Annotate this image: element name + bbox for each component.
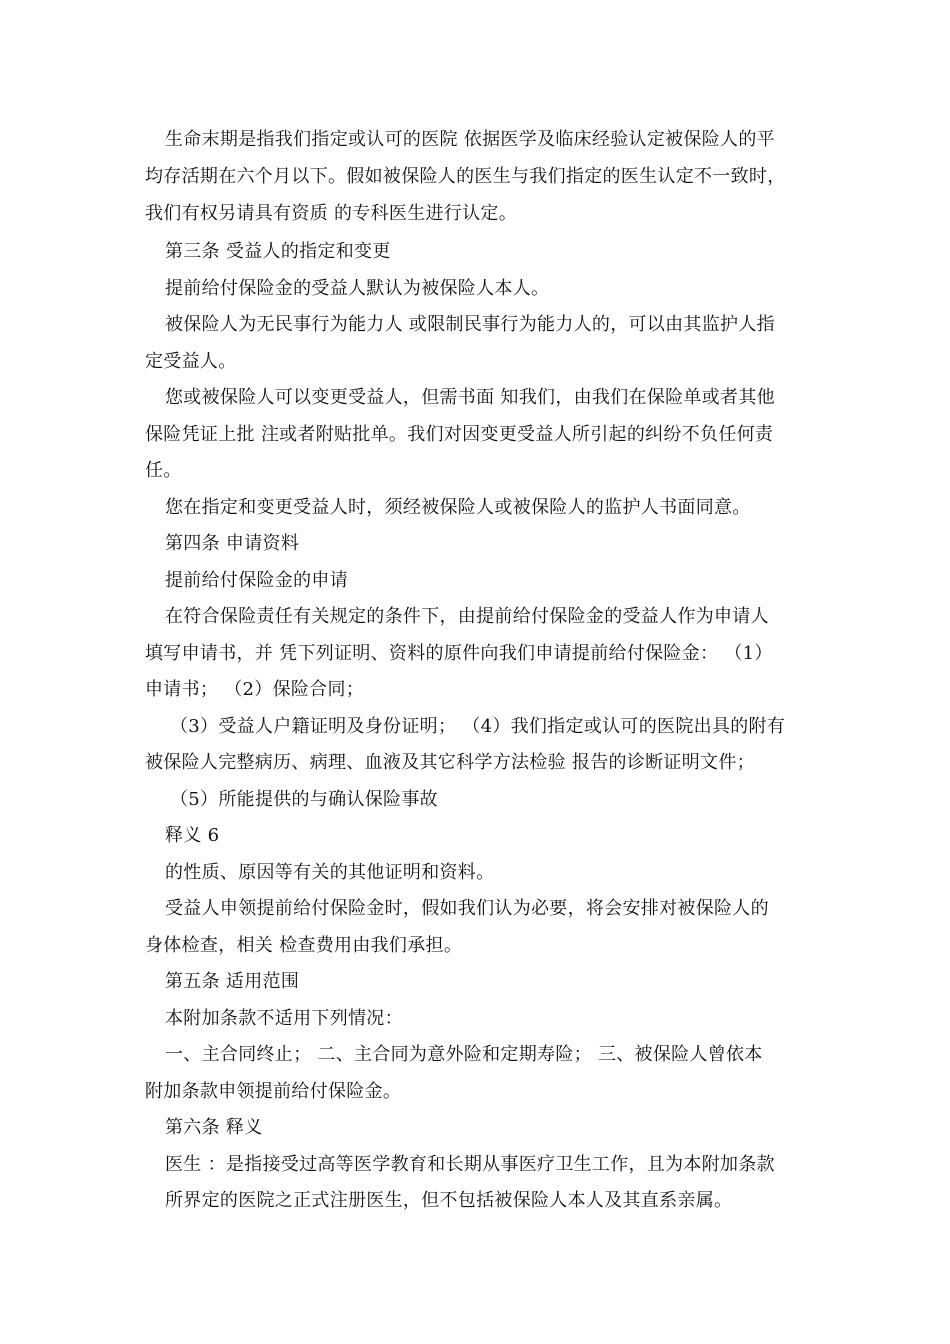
- text-line: 一、主合同终止； 二、主合同为意外险和定期寿险； 三、被保险人曾依本: [165, 1044, 763, 1065]
- text-line: 我们有权另请具有资质 的专科医生进行认定。: [145, 203, 518, 224]
- text-line: 提前给付保险金的受益人默认为被保险人本人。: [165, 278, 550, 299]
- section-heading: 第五条 适用范围: [165, 971, 300, 992]
- text-line: 的性质、原因等有关的其他证明和资料。: [165, 862, 495, 883]
- text-line: 释义 6: [165, 825, 220, 846]
- text-line: 填写申请书，并 凭下列证明、资料的原件向我们申请提前给付保险金： （1）: [145, 643, 773, 664]
- text-line: 受益人申领提前给付保险金时，假如我们认为必要，将会安排对被保险人的: [165, 898, 769, 919]
- section-heading: 第三条 受益人的指定和变更: [165, 241, 391, 262]
- section-heading: 第六条 释义: [165, 1117, 263, 1138]
- text-line: 医生 ：是指接受过高等医学教育和长期从事医疗卫生工作，且为本附加条款: [165, 1154, 775, 1175]
- text-line: 被保险人完整病历、病理、血液及其它科学方法检验 报告的诊断证明文件；: [145, 752, 755, 773]
- text-line: 均存活期在六个月以下。假如被保险人的医生与我们指定的医生认定不一致时，: [145, 166, 786, 187]
- text-line: 本附加条款不适用下列情况：: [165, 1008, 403, 1029]
- text-line: 您或被保险人可以变更受益人，但需书面 知我们，由我们在保险单或者其他: [165, 387, 775, 408]
- text-line: （5）所能提供的与确认保险事故: [170, 789, 438, 810]
- text-line: （3）受益人户籍证明及身份证明； （4）我们指定或认可的医院出具的附有: [170, 716, 786, 737]
- text-line: 在符合保险责任有关规定的条件下，由提前给付保险金的受益人作为申请人: [165, 606, 769, 627]
- text-line: 提前给付保险金的申请: [165, 570, 348, 591]
- text-line: 被保险人为无民事行为能力人 或限制民事行为能力人的，可以由其监护人指: [165, 314, 775, 335]
- text-line: 任。: [145, 460, 182, 481]
- text-line: 附加条款申领提前给付保险金。: [145, 1081, 402, 1102]
- text-line: 您在指定和变更受益人时，须经被保险人或被保险人的监护人书面同意。: [165, 497, 751, 518]
- text-line: 身体检查，相关 检查费用由我们承担。: [145, 935, 463, 956]
- text-line: 保险凭证上批 注或者附贴批单。我们对因变更受益人所引起的纠纷不负任何责: [145, 424, 774, 445]
- section-heading: 第四条 申请资料: [165, 533, 300, 554]
- text-line: 所界定的医院之正式注册医生，但不包括被保险人本人及其直系亲属。: [165, 1190, 733, 1211]
- text-line: 生命末期是指我们指定或认可的医院 依据医学及临床经验认定被保险人的平: [165, 129, 775, 150]
- text-line: 定受益人。: [145, 351, 237, 372]
- text-line: 申请书； （2）保险合同；: [145, 679, 365, 700]
